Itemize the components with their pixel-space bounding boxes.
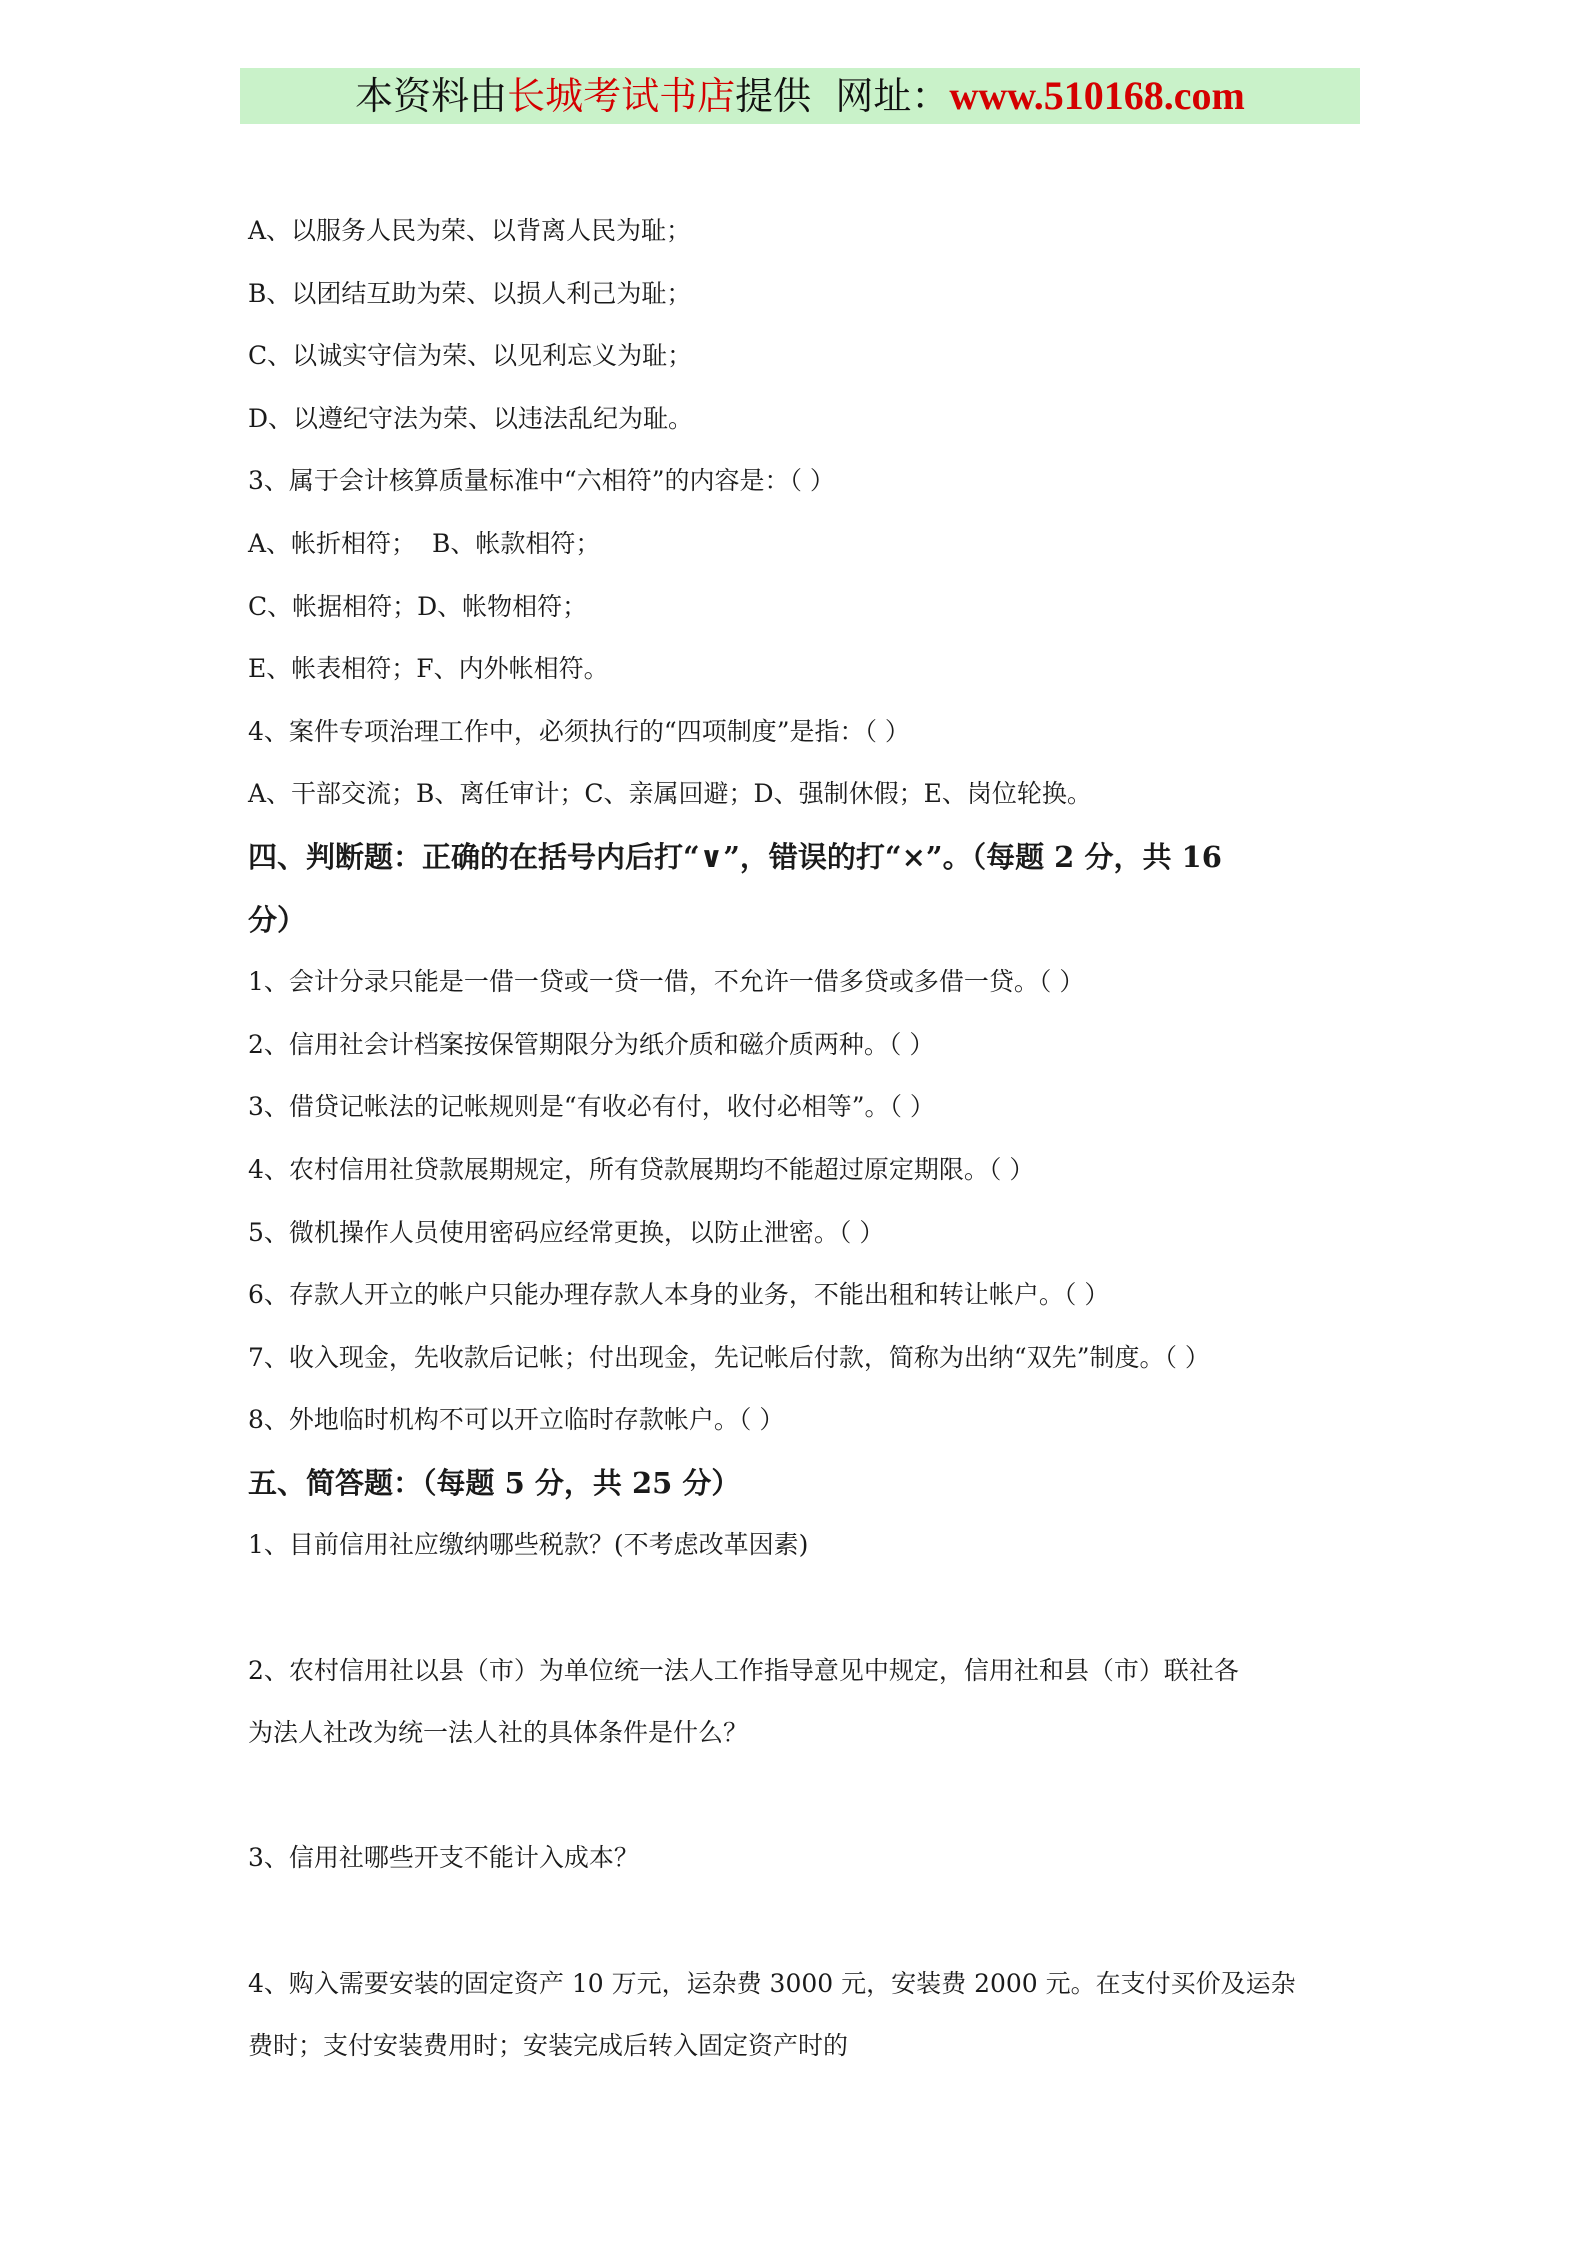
document-body xyxy=(248,200,1368,2078)
option-line: B、以团结互助为荣、以损人利己为耻； xyxy=(248,278,692,308)
short-answer-question: 4、购入需要安装的固定资产 10 万元，运杂费 3000 元，安装费 2000 元。在支付买价及运杂 xyxy=(248,1968,1296,1998)
section-heading-judgment-cont: 分） xyxy=(248,902,307,937)
answer-space xyxy=(248,1765,1368,1828)
option-line: A、帐折相符； B、帐款相符； xyxy=(248,528,601,558)
header-banner xyxy=(240,68,1360,124)
judgment-item: 1、会计分录只能是一借一贷或一贷一借，不允许一借多贷或多借一贷。（ ） xyxy=(248,967,1085,997)
answer-space xyxy=(248,1890,1368,1953)
judgment-item: 4、农村信用社贷款展期规定，所有贷款展期均不能超过原定期限。（ ） xyxy=(248,1154,1035,1184)
banner-text-prefix: 本资料由 xyxy=(355,74,508,118)
option-line: A、干部交流；B、离任审计；C、亲属回避；D、强制休假；E、岗位轮换。 xyxy=(248,779,1092,809)
question-line: 3、属于会计核算质量标准中“六相符”的内容是：（ ） xyxy=(248,466,835,496)
question-line: 4、案件专项治理工作中，必须执行的“四项制度”是指：（ ） xyxy=(248,716,910,746)
option-line: E、帐表相符；F、内外帐相符。 xyxy=(248,654,609,684)
judgment-item: 8、外地临时机构不可以开立临时存款帐户。（ ） xyxy=(248,1405,785,1435)
short-answer-question-cont: 费时；支付安装费用时；安装完成后转入固定资产时的 xyxy=(248,2031,849,2061)
banner-text-provide: 提供 网址： xyxy=(735,74,950,118)
short-answer-question: 2、农村信用社以县（市）为单位统一法人工作指导意见中规定，信用社和县（市）联社各 xyxy=(248,1655,1239,1685)
banner-url-link[interactable]: www.510168.com xyxy=(949,73,1245,118)
option-line: C、帐据相符；D、帐物相符； xyxy=(248,591,588,621)
judgment-item: 2、信用社会计档案按保管期限分为纸介质和磁介质两种。（ ） xyxy=(248,1029,935,1059)
banner-store-name: 长城考试书店 xyxy=(507,74,736,118)
judgment-item: 7、收入现金，先收款后记帐；付出现金，先记帐后付款，简称为出纳“双先”制度。（ ） xyxy=(248,1342,1210,1372)
section-heading-judgment: 四、判断题：正确的在括号内后打“∨”，错误的打“×”。（每题 2 分，共 16 xyxy=(248,839,1222,874)
option-line: A、以服务人民为荣、以背离人民为耻； xyxy=(248,216,692,245)
option-line: D、以遵纪守法为荣、以违法乱纪为耻。 xyxy=(248,403,694,433)
short-answer-question: 1、目前信用社应缴纳哪些税款？(不考虑改革因素) xyxy=(248,1530,809,1560)
short-answer-question: 3、信用社哪些开支不能计入成本？ xyxy=(248,1843,639,1873)
judgment-item: 5、微机操作人员使用密码应经常更换，以防止泄密。（ ） xyxy=(248,1217,885,1247)
section-heading-short-answer: 五、简答题：（每题 5 分，共 25 分） xyxy=(248,1465,741,1500)
answer-space xyxy=(248,1577,1368,1640)
judgment-item: 6、存款人开立的帐户只能办理存款人本身的业务，不能出租和转让帐户。（ ） xyxy=(248,1280,1110,1310)
short-answer-question-cont: 为法人社改为统一法人社的具体条件是什么？ xyxy=(248,1718,749,1748)
option-line: C、以诚实守信为荣、以见利忘义为耻； xyxy=(248,341,693,371)
judgment-item: 3、借贷记帐法的记帐规则是“有收必有付，收付必相等”。（ ） xyxy=(248,1092,935,1122)
